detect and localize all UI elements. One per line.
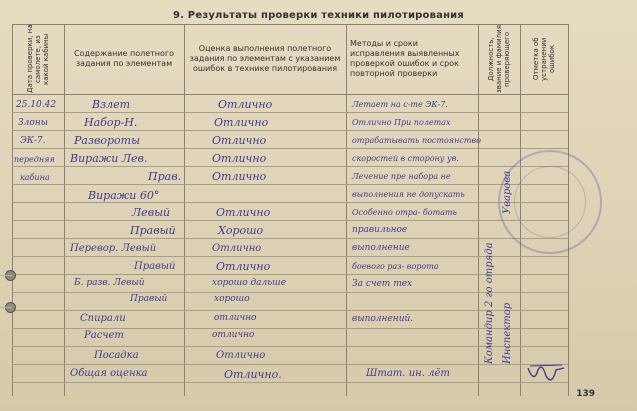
method-remark: выполнений. bbox=[352, 314, 414, 324]
date-entry: 25.10.42 bbox=[16, 100, 57, 110]
grade-value: Отлично bbox=[212, 134, 267, 147]
task-element: Развороты bbox=[74, 134, 141, 147]
task-element: Набор-Н. bbox=[84, 116, 138, 129]
task-element: Виражи Лев. bbox=[70, 152, 148, 165]
grade-value: Отлично bbox=[216, 260, 271, 273]
method-remark: Отлично При полетах bbox=[352, 118, 451, 127]
header-grade: Оценка выполнения полетного задания по элементам с указанием ошибок в технике пилотирования bbox=[189, 44, 341, 73]
header-divider bbox=[12, 94, 568, 95]
grade-value: Отлично bbox=[216, 206, 271, 219]
row-line bbox=[12, 364, 568, 365]
correction-signature bbox=[526, 362, 566, 388]
cabin-entry: передняя bbox=[14, 155, 55, 164]
header-inspector: Должность, звание и фамилия проверяющего bbox=[486, 25, 512, 93]
method-remark: скоростей в сторону ув. bbox=[352, 154, 459, 163]
method-remark: отрабатывать постоянство bbox=[352, 136, 481, 145]
round-stamp bbox=[498, 150, 602, 254]
grade-value: Отлично. bbox=[224, 368, 282, 381]
header-correction: Отметка об устранении ошибок bbox=[531, 37, 557, 81]
grade-value: хорошо дальше bbox=[212, 278, 287, 288]
method-remark: Летает на с-те ЭК-7. bbox=[352, 100, 448, 109]
aircraft-entry: Злоны bbox=[18, 118, 49, 128]
row-line bbox=[12, 130, 568, 131]
grade-value: отлично bbox=[212, 330, 255, 340]
grade-value: Отлично bbox=[212, 152, 267, 165]
row-line bbox=[12, 184, 568, 185]
task-element: Расчет bbox=[84, 330, 124, 341]
task-element: Виражи 60° bbox=[88, 189, 160, 202]
row-line bbox=[12, 382, 568, 383]
task-element: Посадка bbox=[94, 350, 139, 361]
method-remark: Лечение пре набора не bbox=[352, 172, 451, 181]
method-remark: выполнения не допускать bbox=[352, 190, 465, 199]
binding-thread bbox=[0, 275, 12, 276]
task-element: Взлет bbox=[92, 98, 131, 111]
header-task: Содержание полетного задания по элементам bbox=[73, 49, 175, 68]
row-line bbox=[12, 202, 568, 203]
row-line bbox=[12, 220, 568, 221]
inspector-signature: Уварова bbox=[502, 170, 513, 214]
grade-value: Отлично bbox=[218, 98, 273, 111]
row-line bbox=[12, 148, 568, 149]
binding-thread bbox=[0, 307, 12, 308]
task-element: Общая оценка bbox=[70, 368, 148, 379]
grade-value: Отлично bbox=[216, 350, 266, 361]
header-methods: Методы и сроки исправления выявленных проверкой ошибок и срок повторной проверки bbox=[350, 39, 460, 78]
grade-value: Отлично bbox=[214, 116, 269, 129]
page-number: 139 bbox=[576, 389, 595, 399]
method-remark: Особенно отра- ботать bbox=[352, 208, 457, 217]
row-line bbox=[12, 112, 568, 113]
header-date: Дата проверки, на самолете, из какой кабины bbox=[25, 24, 51, 94]
inspector-position: Командир 2 го отряда bbox=[484, 242, 495, 364]
task-element: Правый bbox=[130, 294, 168, 304]
grade-value: отлично bbox=[214, 313, 257, 323]
method-remark: правильное bbox=[352, 225, 408, 235]
inspector-title: Инспектор bbox=[502, 302, 513, 364]
aircraft-type-entry: ЭК-7. bbox=[20, 136, 46, 146]
row-line bbox=[12, 166, 568, 167]
method-remark: Штат. ин. лёт bbox=[366, 368, 450, 379]
task-element: Правый bbox=[130, 224, 176, 237]
task-element: Б. разв. Левый bbox=[74, 278, 145, 288]
cabin-entry: кабина bbox=[20, 173, 50, 182]
grade-value: хорошо bbox=[214, 294, 250, 304]
task-element: Спирали bbox=[80, 313, 126, 324]
task-element: Левый bbox=[132, 206, 171, 219]
method-remark: боевого раз- ворота bbox=[352, 262, 439, 271]
grade-value: Отлично bbox=[212, 243, 262, 254]
task-element: Прав. bbox=[148, 170, 182, 183]
section-title: 9. Результаты проверки техники пилотирования bbox=[172, 10, 465, 21]
method-remark: выполнение bbox=[352, 243, 410, 253]
grade-value: Хорошо bbox=[218, 224, 264, 237]
task-element: Перевор. Левый bbox=[70, 243, 157, 254]
task-element: Правый bbox=[134, 261, 176, 272]
method-remark: За счет тех bbox=[352, 279, 413, 289]
grade-value: Отлично bbox=[212, 170, 267, 183]
